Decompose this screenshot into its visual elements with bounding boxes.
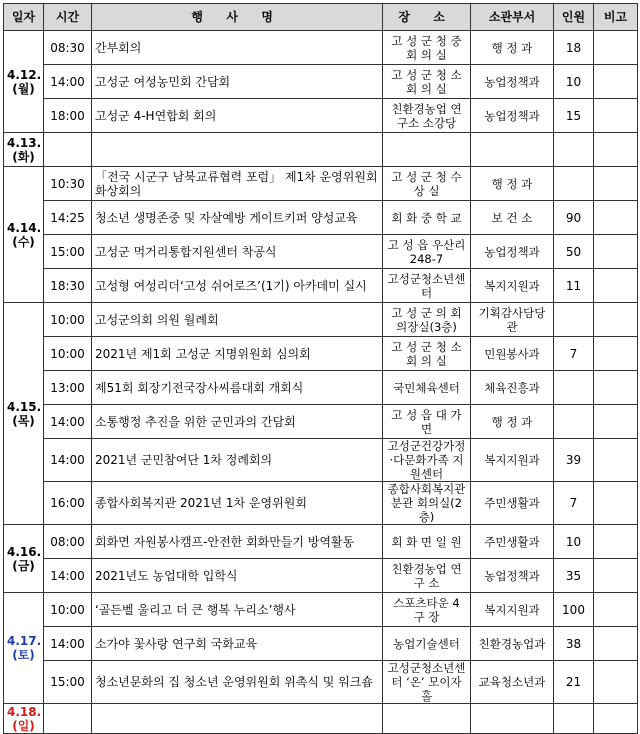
department-cell: 농업정책과 — [471, 559, 554, 593]
date-label: 4.16. — [7, 544, 42, 559]
remarks-cell — [594, 559, 638, 593]
attendees-cell — [554, 371, 594, 405]
event-name-cell: 청소년문화의 집 청소년 운영위원회 위촉식 및 워크숍 — [92, 661, 383, 704]
date-cell — [4, 704, 44, 734]
time-cell: 10:00 — [44, 337, 92, 371]
event-name-cell: 고성군 4-H연합회 회의 — [92, 99, 383, 133]
event-row — [4, 99, 638, 133]
event-name-cell — [92, 133, 383, 167]
attendees-cell: 11 — [554, 269, 594, 303]
event-row — [4, 337, 638, 371]
attendees-cell: 10 — [554, 525, 594, 559]
event-name-cell: 고성형 여성리더‘고성 쉬어로즈’(1기) 아카데미 실시 — [92, 269, 383, 303]
place-cell: 고성군청소년센터 ‘온’ 모이자홀 — [383, 661, 471, 704]
event-row — [4, 31, 638, 65]
event-row — [4, 439, 638, 482]
event-row — [4, 167, 638, 201]
weekday-label: (수) — [12, 234, 35, 249]
attendees-cell — [554, 704, 594, 734]
remarks-cell — [594, 482, 638, 525]
event-name-cell: 종합사회복지관 2021년 1차 운영위원회 — [92, 482, 383, 525]
event-row — [4, 482, 638, 525]
attendees-cell — [554, 405, 594, 439]
place-cell: 고성군건강가정·다문화가족 지원센터 — [383, 439, 471, 482]
event-name-cell: 고성군 여성농민회 간담회 — [92, 65, 383, 99]
event-name-cell: 소통행정 추진을 위한 군민과의 간담회 — [92, 405, 383, 439]
attendees-cell: 38 — [554, 627, 594, 661]
event-row — [4, 525, 638, 559]
weekday-label: (화) — [12, 149, 35, 164]
event-name-cell: 「전국 시군구 남북교류협력 포럼」 제1차 운영위원회 화상회의 — [92, 167, 383, 201]
time-cell: 18:00 — [44, 99, 92, 133]
event-name-cell: 청소년 생명존중 및 자살예방 게이트키퍼 양성교육 — [92, 201, 383, 235]
attendees-cell — [554, 133, 594, 167]
remarks-cell — [594, 235, 638, 269]
remarks-cell — [594, 99, 638, 133]
remarks-cell — [594, 525, 638, 559]
department-cell: 기획감사담당관 — [471, 303, 554, 337]
time-cell: 14:00 — [44, 559, 92, 593]
attendees-cell: 35 — [554, 559, 594, 593]
header-row — [4, 4, 638, 31]
place-cell — [383, 133, 471, 167]
department-cell: 친환경농업과 — [471, 627, 554, 661]
attendees-cell: 90 — [554, 201, 594, 235]
department-cell: 교육청소년과 — [471, 661, 554, 704]
remarks-cell — [594, 269, 638, 303]
remarks-cell — [594, 704, 638, 734]
event-schedule-table — [3, 3, 638, 734]
remarks-cell — [594, 627, 638, 661]
time-cell: 13:00 — [44, 371, 92, 405]
event-row — [4, 371, 638, 405]
attendees-cell — [554, 167, 594, 201]
date-label: 4.18. — [7, 704, 42, 719]
col-header-date: 일자 — [4, 4, 44, 31]
remarks-cell — [594, 661, 638, 704]
weekday-label: (일) — [12, 718, 35, 733]
col-header-place: 장 소 — [383, 4, 471, 31]
attendees-cell: 7 — [554, 482, 594, 525]
remarks-cell — [594, 371, 638, 405]
event-row — [4, 627, 638, 661]
time-cell: 14:00 — [44, 627, 92, 661]
department-cell: 농업정책과 — [471, 65, 554, 99]
date-label: 4.13. — [7, 135, 42, 150]
col-header-event: 행 사 명 — [92, 4, 383, 31]
event-row — [4, 303, 638, 337]
date-cell — [4, 31, 44, 133]
event-name-cell: 고성군 먹거리통합지원센터 착공식 — [92, 235, 383, 269]
department-cell: 복지지원과 — [471, 439, 554, 482]
place-cell: 고 성 군 청 소 회 의 실 — [383, 337, 471, 371]
remarks-cell — [594, 593, 638, 627]
department-cell: 농업정책과 — [471, 235, 554, 269]
remarks-cell — [594, 405, 638, 439]
place-cell: 친환경농업 연 구 소 — [383, 559, 471, 593]
event-row — [4, 661, 638, 704]
place-cell: 고 성 군 청 수 상 실 — [383, 167, 471, 201]
place-cell — [383, 704, 471, 734]
col-header-time: 시간 — [44, 4, 92, 31]
event-name-cell: ‘골든벨 울리고 더 큰 행복 누리소’행사 — [92, 593, 383, 627]
event-row — [4, 133, 638, 167]
event-row — [4, 269, 638, 303]
place-cell: 회 화 면 일 원 — [383, 525, 471, 559]
time-cell: 10:30 — [44, 167, 92, 201]
event-row — [4, 235, 638, 269]
time-cell: 14:00 — [44, 65, 92, 99]
department-cell: 주민생활과 — [471, 525, 554, 559]
time-cell: 15:00 — [44, 661, 92, 704]
time-cell: 14:00 — [44, 405, 92, 439]
event-row — [4, 593, 638, 627]
weekday-label: (토) — [12, 648, 35, 662]
department-cell: 주민생활과 — [471, 482, 554, 525]
department-cell: 민원봉사과 — [471, 337, 554, 371]
remarks-cell — [594, 167, 638, 201]
date-cell — [4, 593, 44, 704]
time-cell — [44, 133, 92, 167]
date-label: 4.17. — [7, 634, 42, 648]
event-name-cell: 2021년 제1회 고성군 지명위원회 심의회 — [92, 337, 383, 371]
time-cell: 15:00 — [44, 235, 92, 269]
place-cell: 고 성 읍 대 가 면 — [383, 405, 471, 439]
time-cell: 14:25 — [44, 201, 92, 235]
department-cell — [471, 704, 554, 734]
event-name-cell: 고성군의회 의원 월례회 — [92, 303, 383, 337]
department-cell: 체육진흥과 — [471, 371, 554, 405]
col-header-remarks: 비고 — [594, 4, 638, 31]
attendees-cell: 21 — [554, 661, 594, 704]
weekday-label: (목) — [12, 413, 35, 428]
department-cell: 보 건 소 — [471, 201, 554, 235]
time-cell: 14:00 — [44, 439, 92, 482]
event-row — [4, 65, 638, 99]
time-cell: 10:00 — [44, 593, 92, 627]
attendees-cell: 100 — [554, 593, 594, 627]
department-cell — [471, 133, 554, 167]
attendees-cell: 50 — [554, 235, 594, 269]
date-cell — [4, 303, 44, 525]
remarks-cell — [594, 201, 638, 235]
remarks-cell — [594, 133, 638, 167]
date-label: 4.14. — [7, 220, 42, 235]
event-row — [4, 704, 638, 734]
event-name-cell: 2021년도 농업대학 입학식 — [92, 559, 383, 593]
date-label: 4.15. — [7, 399, 42, 414]
weekday-label: (금) — [12, 558, 35, 573]
place-cell: 고 성 군 의 회 의장실(3층) — [383, 303, 471, 337]
event-name-cell: 회화면 자원봉사캠프-안전한 회화만들기 방역활동 — [92, 525, 383, 559]
place-cell: 국민체육센터 — [383, 371, 471, 405]
attendees-cell: 15 — [554, 99, 594, 133]
department-cell: 행 정 과 — [471, 31, 554, 65]
event-name-cell: 제51회 회장기전국장사씨름대회 개회식 — [92, 371, 383, 405]
attendees-cell: 7 — [554, 337, 594, 371]
remarks-cell — [594, 303, 638, 337]
attendees-cell: 39 — [554, 439, 594, 482]
time-cell: 10:00 — [44, 303, 92, 337]
event-name-cell: 간부회의 — [92, 31, 383, 65]
event-name-cell: 소가야 꽃사랑 연구회 국화교육 — [92, 627, 383, 661]
department-cell: 복지지원과 — [471, 269, 554, 303]
place-cell: 친환경농업 연구소 소강당 — [383, 99, 471, 133]
remarks-cell — [594, 337, 638, 371]
event-row — [4, 405, 638, 439]
place-cell: 회 화 중 학 교 — [383, 201, 471, 235]
attendees-cell: 18 — [554, 31, 594, 65]
place-cell: 고 성 군 청 소 회 의 실 — [383, 65, 471, 99]
remarks-cell — [594, 31, 638, 65]
event-row — [4, 201, 638, 235]
time-cell: 16:00 — [44, 482, 92, 525]
time-cell — [44, 704, 92, 734]
weekday-label: (월) — [12, 81, 35, 96]
event-name-cell — [92, 704, 383, 734]
place-cell: 고 성 읍 우산리 248-7 — [383, 235, 471, 269]
event-row — [4, 559, 638, 593]
date-label: 4.12. — [7, 67, 42, 82]
date-cell — [4, 167, 44, 303]
time-cell: 08:00 — [44, 525, 92, 559]
department-cell: 행 정 과 — [471, 405, 554, 439]
department-cell: 행 정 과 — [471, 167, 554, 201]
time-cell: 18:30 — [44, 269, 92, 303]
time-cell: 08:30 — [44, 31, 92, 65]
date-cell — [4, 525, 44, 593]
remarks-cell — [594, 65, 638, 99]
place-cell: 종합사회복지관 분관 회의실(2층) — [383, 482, 471, 525]
event-name-cell: 2021년 군민참여단 1차 정례회의 — [92, 439, 383, 482]
place-cell: 스포츠타운 4 구 장 — [383, 593, 471, 627]
place-cell: 고성군청소년센터 — [383, 269, 471, 303]
place-cell: 농업기술센터 — [383, 627, 471, 661]
attendees-cell: 10 — [554, 65, 594, 99]
date-cell — [4, 133, 44, 167]
department-cell: 농업정책과 — [471, 99, 554, 133]
department-cell: 복지지원과 — [471, 593, 554, 627]
remarks-cell — [594, 439, 638, 482]
attendees-cell — [554, 303, 594, 337]
place-cell: 고 성 군 청 중 회 의 실 — [383, 31, 471, 65]
col-header-dept: 소관부서 — [471, 4, 554, 31]
col-header-attendees: 인원 — [554, 4, 594, 31]
